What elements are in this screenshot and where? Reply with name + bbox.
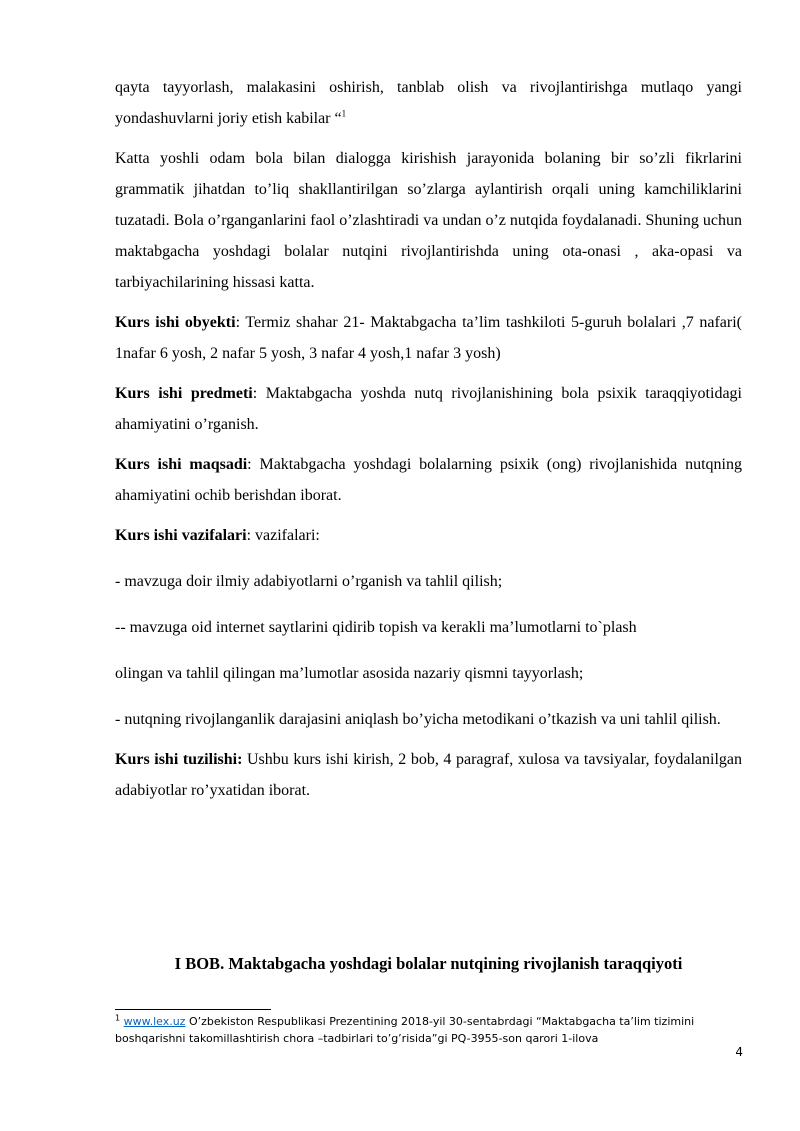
task-item: - nutqning rivojlanganlik darajasini aniqlash bo’yicha metodikani o’tkazish va uni tahlil qilish. (115, 711, 721, 728)
tuzilishi-text: Ushbu kurs ishi kirish, 2 bob, 4 paragraf, xulosa va tavsiyalar, foydalanilgan adabiyotlar ro’yxatidan iborat. (115, 751, 742, 799)
paragraph-obyekt (115, 307, 742, 369)
predmeti-text: : Maktabgacha yoshda nutq rivojlanishining bola psixik taraqqiyotidagi ahamiyatini o’rganish. (115, 385, 742, 433)
maqsadi-text: : Maktabgacha yoshdagi bolalarning psixik (ong) rivojlanishida nutqning ahamiyatini ochib berishdan iborat. (115, 456, 742, 504)
vazifalari-label: Kurs ishi vazifalari (115, 527, 247, 544)
paragraph-intro-continuation: qayta tayyorlash, malakasini oshirish, tanblab olish va rivojlantirishga mutlaqo yangi yondashuvlarni joriy etish kabilar “$^1$ (115, 79, 742, 127)
footnote-text: O’zbekiston Respublikasi Prezentining 2018-yil 30-sentabrdagi “Maktabgacha ta’lim tizimini boshqarishni takomillashtirish chora –tadbirlari to’g’risida”gi PQ-3955-son qarori 1-ilova (115, 1015, 695, 1045)
paragraph-vazifalari (115, 520, 742, 551)
task-item: -- mavzuga oid internet saytlarini qidirib topish va kerakli ma’lumotlarni to`plash (115, 619, 637, 636)
maqsadi-label: Kurs ishi maqsadi (115, 456, 248, 473)
document-body (115, 72, 742, 815)
footnote-number: 1 (115, 1013, 121, 1023)
footnote-divider (115, 1009, 271, 1010)
chapter-heading: I BOB. Maktabgacha yoshdagi bolalar nutqining rivojlanish taraqqiyoti (174, 954, 683, 973)
footnote (115, 1013, 742, 1047)
tuzilishi-label: Kurs ishi tuzilishi: (115, 751, 243, 768)
paragraph-maqsadi (115, 449, 742, 511)
task-item: - mavzuga doir ilmiy adabiyotlarni o’rganish va tahlil qilish; (115, 573, 503, 590)
task-item: olingan va tahlil qilingan ma’lumotlar asosida nazariy qismni tayyorlash; (115, 665, 584, 682)
footnote-link[interactable]: www.lex.uz (123, 1015, 186, 1028)
page-number: 4 (735, 1045, 743, 1059)
footnote-reference[interactable]: 1 (341, 108, 347, 119)
paragraph-tuzilishi (115, 744, 742, 806)
paragraph-dialog: Katta yoshli odam bola bilan dialogga kirishish jarayonida bolaning bir so’zli fikrlarini grammatik jihatdan to’liq shakllantirilgan so’zlarga aylantirish orqali uning kamchiliklarini tuzatadi. Bola o’rganganlarini faol o’zlashtiradi va undan o’z nutqida foydalanadi. Shuning uchun maktabgacha yoshdagi bolalar nutqini rivojlantirishda uning ota-onasi , aka-opasi va tarbiyachilarining hissasi katta. (115, 150, 742, 291)
vazifalari-text: : vazifalari: (246, 527, 320, 544)
obyekt-text: : Termiz shahar 21- Maktabgacha ta’lim tashkiloti 5-guruh bolalari ,7 nafari( 1nafar 6 yosh, 2 nafar 5 yosh, 3 nafar 4 yosh,1 nafar 3 yosh) (115, 314, 742, 362)
obyekt-label: Kurs ishi obyekti (115, 314, 236, 331)
predmeti-label: Kurs ishi predmeti (115, 385, 253, 402)
paragraph-predmeti (115, 378, 742, 440)
